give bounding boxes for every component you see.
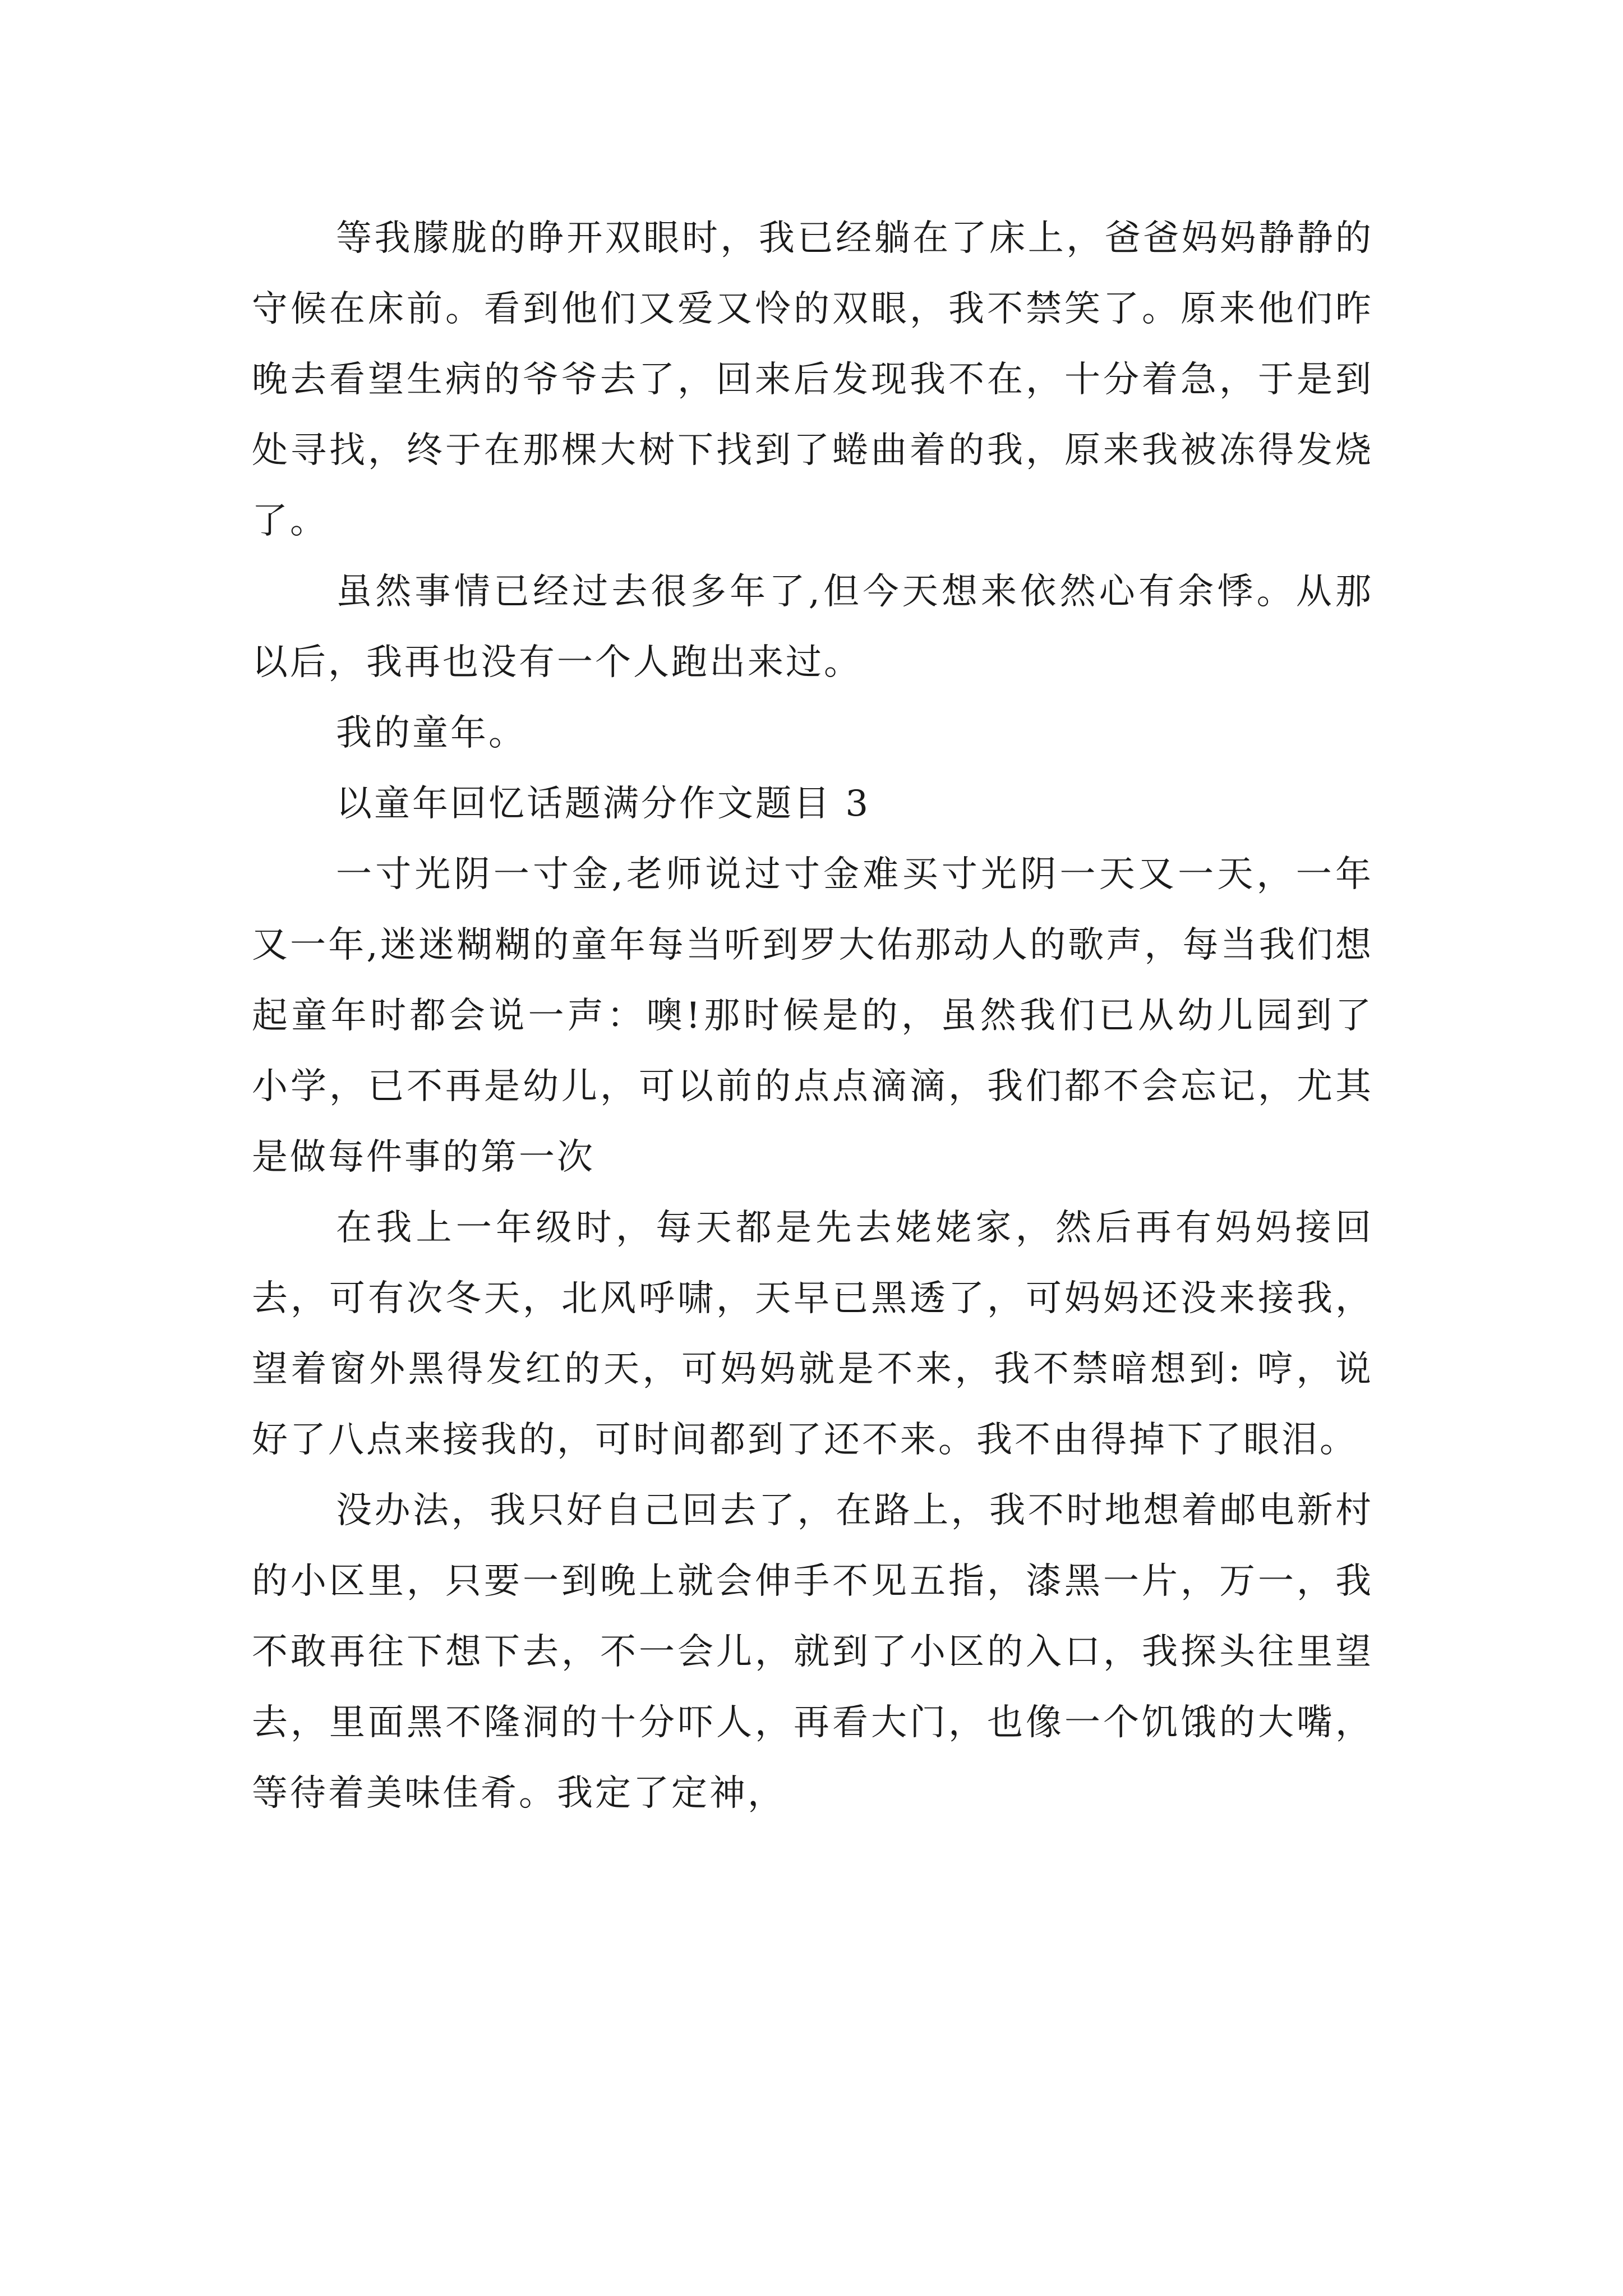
document-page [252,203,1373,1829]
essay-title: 以童年回忆话题满分作文题目 3 [336,783,871,825]
paragraph-3: 我的童年。 [336,712,527,754]
paragraph-5: 在我上一年级时，每天都是先去姥姥家，然后再有妈妈接回去，可有次冬天，北风呼啸，天早已黑透了，可妈妈还没来接我，望着窗外黑得发红的天，可妈妈就是不来，我不禁暗想到: 哼，说好了八点来接我的，可时间都到了还不来。我不由得掉下了眼泪。 [252,1207,1373,1461]
paragraph-4: 一寸光阴一寸金,老师说过寸金难买寸光阴一天又一天，一年又一年,迷迷糊糊的童年每当听到罗大佑那动人的歌声，每当我们想起童年时都会说一声：噢!那时候是的，虽然我们已从幼儿园到了小学，已不再是幼儿，可以前的点点滴滴，我们都不会忘记，尤其是做每件事的第一次 [252,854,1373,1178]
paragraph-1: 等我朦胧的睁开双眼时，我已经躺在了床上，爸爸妈妈静静的守候在床前。看到他们又爱又怜的双眼，我不禁笑了。原来他们昨晚去看望生病的爷爷去了，回来后发现我不在，十分着急，于是到处寻找，终于在那棵大树下找到了蜷曲着的我，原来我被冻得发烧了。 [252,218,1373,542]
paragraph-2: 虽然事情已经过去很多年了,但今天想来依然心有余悸。从那以后，我再也没有一个人跑出来过。 [252,571,1373,683]
paragraph-6: 没办法，我只好自己回去了，在路上，我不时地想着邮电新村的小区里，只要一到晚上就会伸手不见五指，漆黑一片，万一，我不敢再往下想下去，不一会儿，就到了小区的入口，我探头往里望去，里面黑不隆洞的十分吓人，再看大门，也像一个饥饿的大嘴，等待着美味佳肴。我定了定神， [252,1490,1373,1814]
